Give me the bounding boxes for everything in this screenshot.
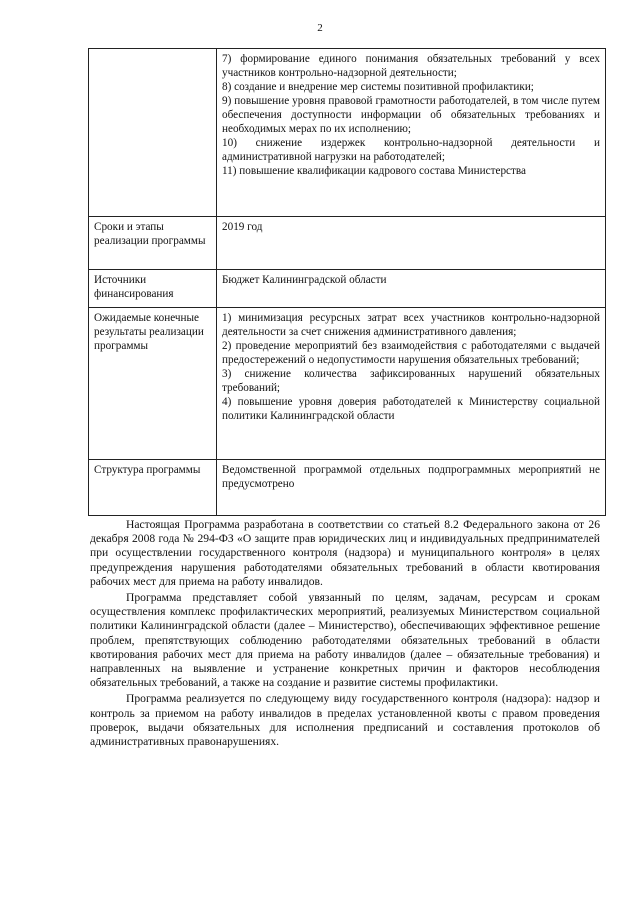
- terms-value: 2019 год: [217, 217, 606, 270]
- funding-value: Бюджет Калининградской области: [217, 270, 606, 308]
- funding-label: Источники финансирования: [89, 270, 217, 308]
- results-label: Ожидаемые конечные результаты реализации программы: [89, 308, 217, 460]
- structure-value: Ведомственной программой отдельных подпрограммных мероприятий не предусмотрено: [217, 460, 606, 516]
- result-item: 4) повышение уровня доверия работодателей к Министерству социальной политики Калининградской области: [222, 396, 600, 422]
- result-item: 3) снижение количества зафиксированных нарушений обязательных требований;: [222, 368, 600, 394]
- structure-label: Структура программы: [89, 460, 217, 516]
- goal-item: 8) создание и внедрение мер системы позитивной профилактики;: [222, 81, 534, 93]
- table-row-structure: [89, 460, 606, 516]
- program-passport-table: [88, 48, 606, 516]
- results-value: [217, 308, 606, 460]
- goals-value: [217, 49, 606, 217]
- table-row-goals: [89, 49, 606, 217]
- page-number: 2: [317, 22, 323, 34]
- goal-item: 9) повышение уровня правовой грамотности работодателей, в том числе путем обеспечения доступности информации об обязательных требованиях и необходимых мерах по их исполнению;: [222, 95, 600, 135]
- goal-item: 11) повышение квалификации кадрового состава Министерства: [222, 165, 527, 177]
- result-item: 2) проведение мероприятий без взаимодействия с работодателями с выдачей предостережений о недопустимости нарушения обязательных требований;: [222, 340, 600, 366]
- paragraph: Настоящая Программа разработана в соответствии со статьей 8.2 Федерального закона от 26 декабря 2008 года № 294-ФЗ «О защите прав юридических лиц и индивидуальных предпринимателей при осуществлении государственного контроля (надзора) и муниципального контроля» в целях предупреждения нарушения работодателями обязательных требований в области квотирования рабочих мест для приема на работу инвалидов.: [90, 518, 600, 588]
- paragraph: Программа реализуется по следующему виду государственного контроля (надзора): надзор и контроль за приемом на работу инвалидов в пределах установленной квоты с правом проведения проверок, выдачи обязательных для исполнения предписаний и составления протоколов об административных правонарушениях.: [90, 692, 600, 749]
- paragraph: Программа представляет собой увязанный по целям, задачам, ресурсам и срокам осуществления комплекс профилактических мероприятий, реализуемых Министерством социальной политики Калининградской области (далее – Министерство), обеспечивающих эффективное решение проблем, препятствующих соблюдению работодателями обязательных требований в области квотирования рабочих мест для приема на работу инвалидов (далее – обязательные требования) и направленных на выявление и устранение конкретных причин и факторов несоблюдения обязательных требований, а также на создание и развитие системы профилактики.: [90, 591, 600, 690]
- goal-item: 7) формирование единого понимания обязательных требований у всех участников контрольно-надзорной деятельности;: [222, 53, 600, 79]
- goal-item: 10) снижение издержек контрольно-надзорной деятельности и административной нагрузки на работодателей;: [222, 137, 600, 163]
- result-item: 1) минимизация ресурсных затрат всех участников контрольно-надзорной деятельности за счет снижения административного давления;: [222, 312, 600, 338]
- terms-label: Сроки и этапы реализации программы: [89, 217, 217, 270]
- table-row-funding: [89, 270, 606, 308]
- goals-label: [89, 49, 217, 217]
- body-text: [90, 518, 600, 751]
- table-row-results: [89, 308, 606, 460]
- table-row-terms: [89, 217, 606, 270]
